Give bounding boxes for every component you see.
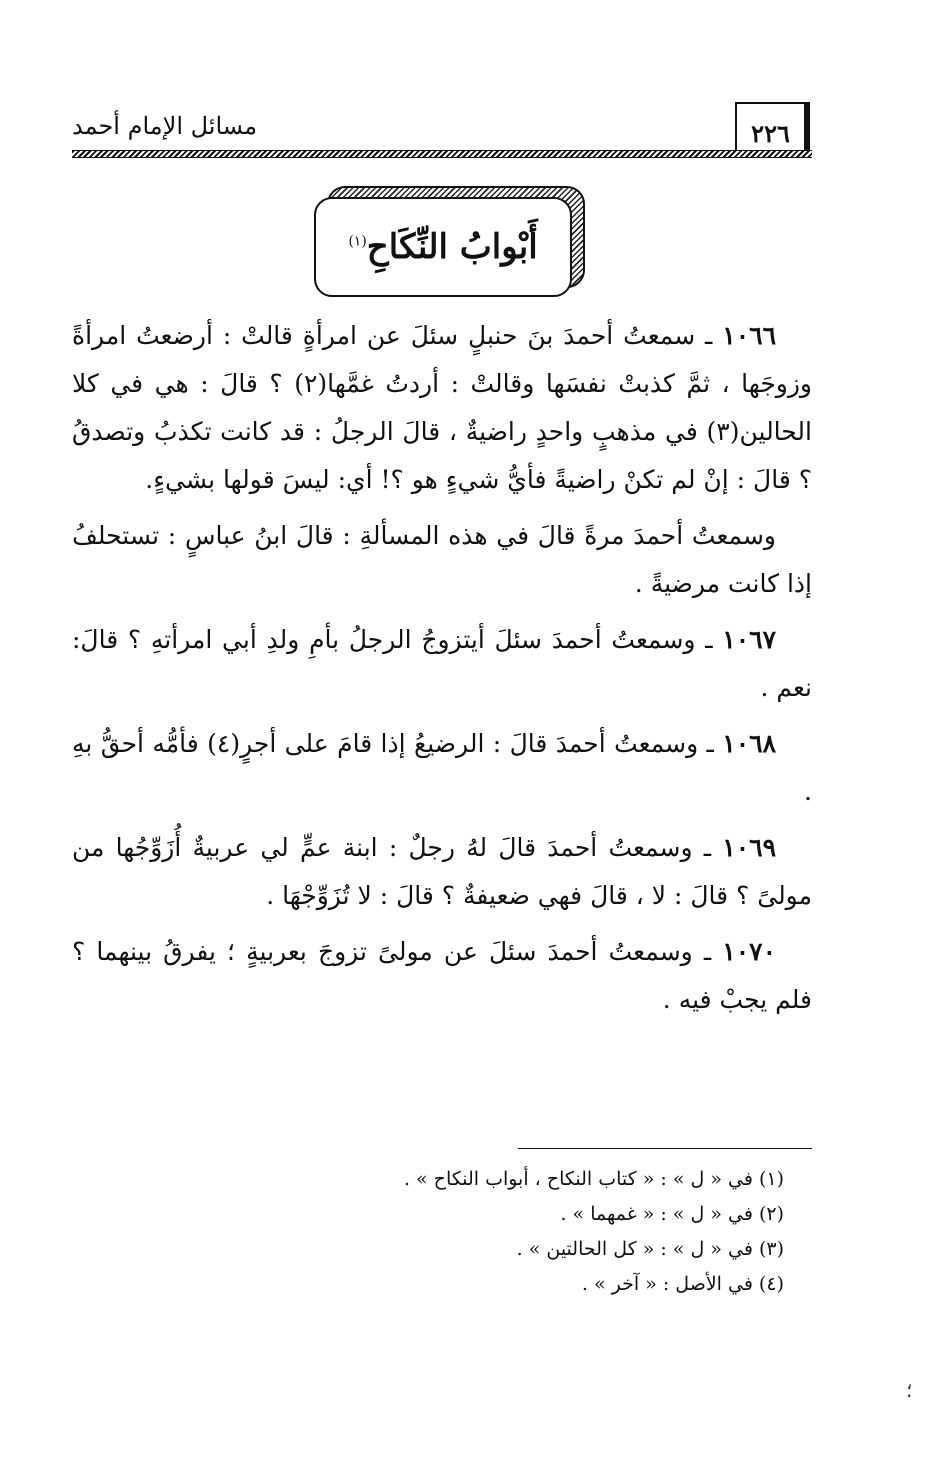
paragraph-text: ـ وسمعتُ أحمدَ قالَ : الرضيعُ إذا قامَ على أجرٍ(٤) فأمُّه أحقُّ بهِ .: [72, 729, 812, 806]
issue-number: ١٠٧٠: [722, 937, 776, 966]
paragraph-text: وسمعتُ أحمدَ مرةً قالَ في هذه المسألةِ : قالَ ابنُ عباسٍ : تستحلفُ إذا كانت مرضيةً .: [72, 521, 812, 598]
footnote-1: (١) في « ل » : « كتاب النكاح ، أبواب النكاح » .: [403, 1168, 784, 1190]
paragraph-text: ـ وسمعتُ أحمدَ قالَ لهُ رجلٌ : ابنة عمٍّ لي عربيةٌ أُزَوِّجُها من مولىً ؟ قالَ : لا ، قالَ فهي ضعيفةٌ ؟ قالَ : لا تُزَوِّجْهَا .: [72, 833, 812, 910]
chapter-title-frame: [314, 197, 572, 297]
footnote-separator: [518, 1148, 812, 1149]
paragraph-text: ـ وسمعتُ أحمدَ سئلَ أيتزوجُ الرجلُ بأمِ ولدِ أبي امرأتهِ ؟ قالَ: نعم .: [72, 625, 812, 702]
paragraph-text: ـ سمعتُ أحمدَ بنَ حنبلٍ سئلَ عن امرأةٍ قالتْ : أرضعتُ امرأةً وزوجَها ، ثمَّ كذبتْ نفسَها وقالتْ : أردتُ غمَّها(٢) ؟ قالَ : هي في كلا الحالين(٣) في مذهبٍ واحدٍ راضيةٌ ، قالَ الرجلُ : قد كانت تكذبُ وتصدقُ ؟ قالَ : إنْ لم تكنْ راضيةً فأيُّ شيءٍ هو ؟! أي: ليسَ قولها بشيءٍ.: [72, 321, 812, 494]
running-title: مسائل الإمام أحمد: [72, 112, 258, 140]
page-number: [735, 102, 810, 154]
chapter-title-text: أَبْوابُ النِّكَاحِ: [366, 227, 538, 267]
footnote-4: (٤) في الأصل : « آخر » .: [581, 1273, 784, 1295]
issue-number: ١٠٦٩: [722, 833, 776, 862]
issue-number: ١٠٦٦: [722, 321, 776, 350]
paragraph-1068: [72, 720, 812, 816]
paragraph-1067: [72, 616, 812, 712]
issue-number: ١٠٦٨: [722, 729, 776, 758]
paragraph-1069: [72, 824, 812, 920]
page-number-text: ٢٢٦: [751, 119, 790, 148]
chapter-footnote-ref: (١): [348, 233, 367, 250]
issue-number: ١٠٦٧: [722, 625, 776, 654]
footnote-2: (٢) في « ل » : « غمهما » .: [560, 1203, 784, 1225]
paragraph-1066-continuation: [72, 512, 812, 608]
header-rule: [72, 150, 812, 158]
margin-mark: ؛: [906, 1378, 913, 1402]
footnote-3: (٣) في « ل » : « كل الحالتين » .: [516, 1238, 784, 1260]
chapter-title: [348, 227, 537, 267]
paragraph-1070: [72, 928, 812, 1024]
footnotes: [72, 1162, 784, 1302]
paragraph-1066: [72, 312, 812, 504]
paragraph-text: ـ وسمعتُ أحمدَ سئلَ عن مولىً تزوجَ بعربيةٍ ؛ يفرقُ بينهما ؟ فلم يجبْ فيه .: [72, 937, 812, 1014]
body-text: [72, 312, 812, 1032]
